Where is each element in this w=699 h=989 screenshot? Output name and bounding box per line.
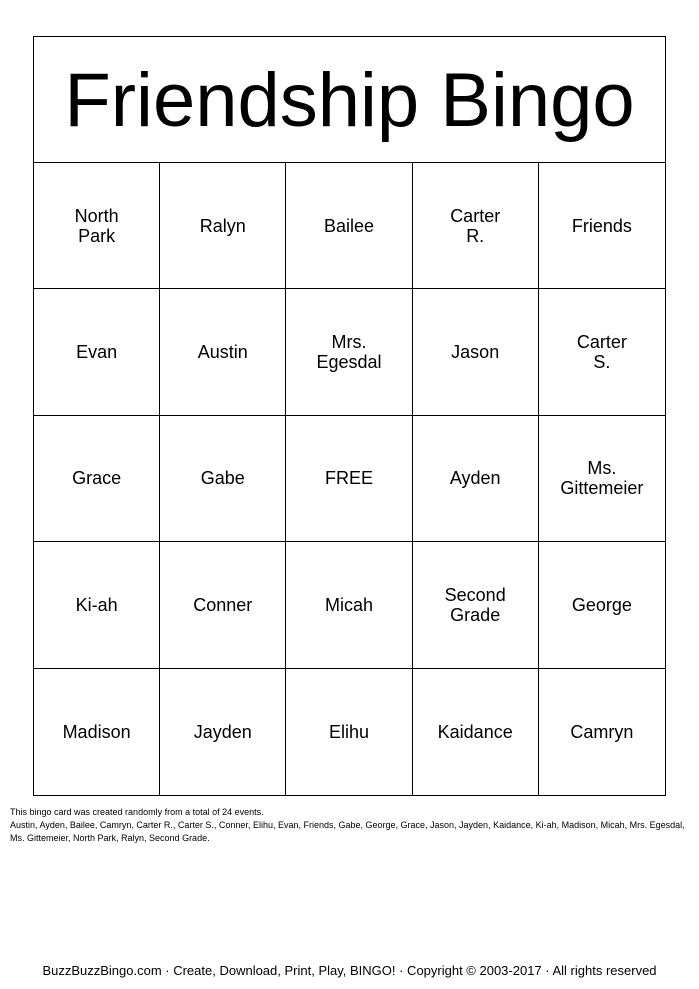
bingo-cell-5-1: Madison <box>34 669 160 795</box>
page-footer: BuzzBuzzBingo.com · Create, Download, Print, Play, BINGO! · Copyright © 2003-2017 · All rights reserved <box>42 963 657 978</box>
bingo-cell-1-5: Friends <box>539 163 665 289</box>
bingo-cell-2-2: Austin <box>160 289 286 415</box>
bingo-cell-2-3: Mrs. Egesdal <box>286 289 412 415</box>
bingo-cell-4-2: Conner <box>160 542 286 668</box>
bingo-cell-5-2: Jayden <box>160 669 286 795</box>
bingo-cell-5-4: Kaidance <box>413 669 539 795</box>
bingo-cell-4-1: Ki-ah <box>34 542 160 668</box>
bingo-cell-4-5: George <box>539 542 665 668</box>
bingo-cell-4-4: Second Grade <box>413 542 539 668</box>
bingo-cell-5-5: Camryn <box>570 721 634 742</box>
notes-summary: This bingo card was created randomly from a total of 24 events. <box>10 807 264 817</box>
bingo-cell-2-1: Evan <box>34 289 160 415</box>
bingo-cell-4-3: Micah <box>286 542 412 668</box>
bingo-grid <box>34 163 665 795</box>
bingo-cell-1-3: Bailee <box>286 163 412 289</box>
bingo-cell-3-1: Grace <box>34 416 160 542</box>
bingo-card <box>33 36 666 796</box>
bingo-cell-5-3: Elihu <box>286 669 412 795</box>
card-notes <box>10 806 690 845</box>
bingo-cell-free: FREE <box>286 416 412 542</box>
bingo-cell-1-2: Ralyn <box>160 163 286 289</box>
card-title: Friendship Bingo <box>64 57 635 143</box>
notes-event-list: Austin, Ayden, Bailee, Camryn, Carter R., Carter S., Conner, Elihu, Evan, Friends, Gabe, George, Grace, Jason, Jayden, Kaidance, Ki-ah, Madison, Micah, Mrs. Egesdal, Ms. Gittemeier, North Park, Ralyn, Second Grade. <box>10 820 685 843</box>
bingo-cell-3-2: Gabe <box>160 416 286 542</box>
bingo-cell-1-4: Carter R. <box>413 163 539 289</box>
bingo-cell-3-4: Ayden <box>413 416 539 542</box>
bingo-cell-3-5: Ms. Gittemeier <box>539 416 665 542</box>
bingo-cell-2-4: Jason <box>413 289 539 415</box>
bingo-cell-2-5: Carter S. <box>539 289 665 415</box>
bingo-cell-1-1: North Park <box>34 163 160 289</box>
title-cell <box>34 37 665 163</box>
